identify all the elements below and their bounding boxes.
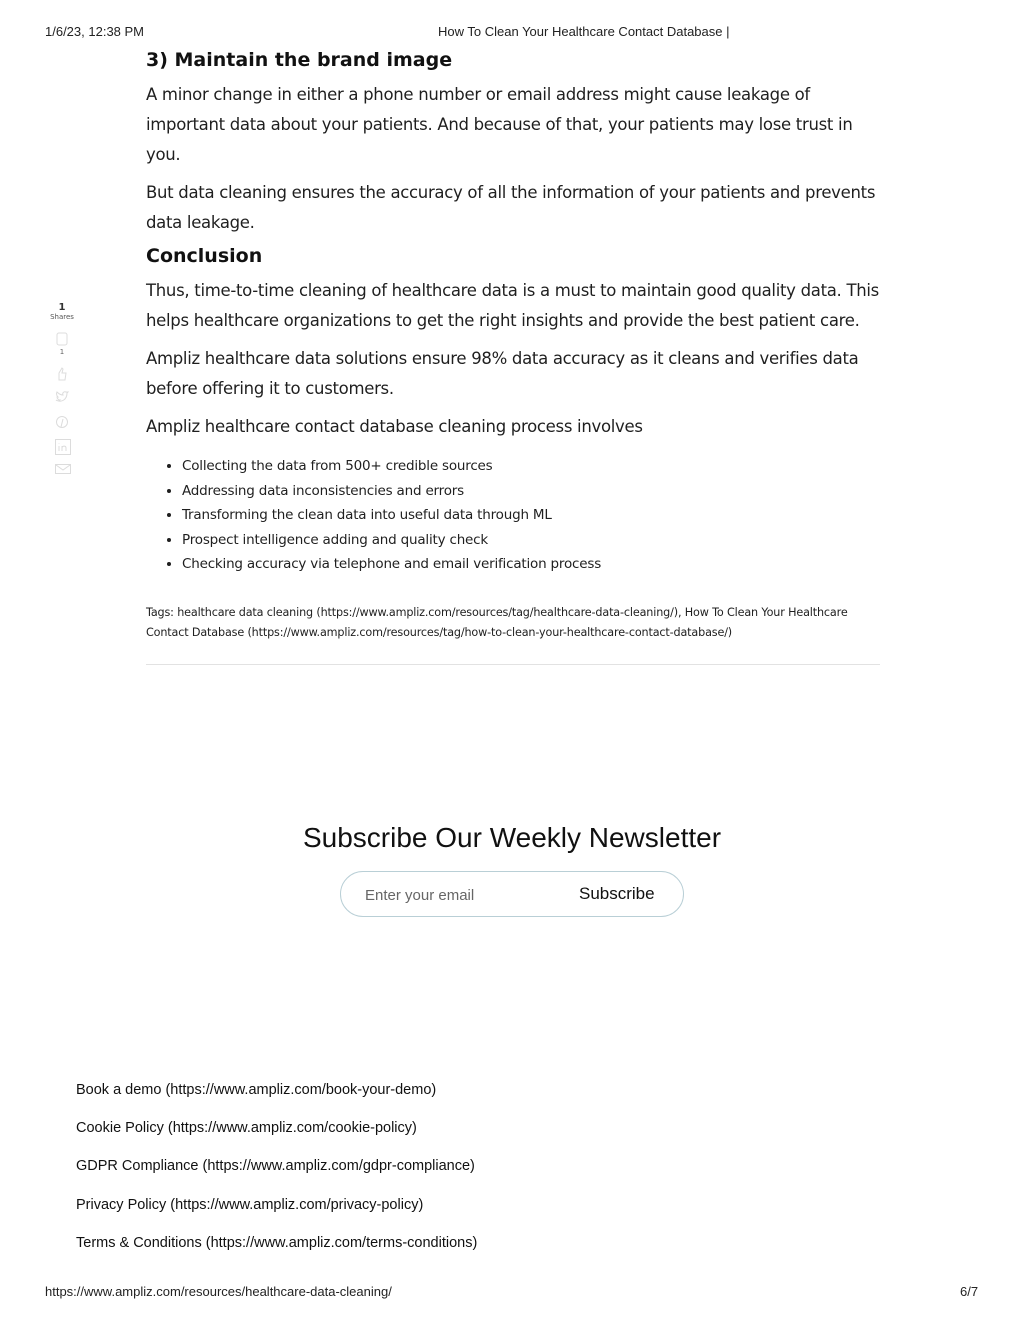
brand-paragraph-1: A minor change in either a phone number or email address might cause leakage of important data about your patients. And because of that, your patients may lose trust in you.: [146, 85, 853, 164]
list-item: • Checking accuracy via telephone and email verification process: [182, 552, 886, 577]
footer-link-terms[interactable]: Terms & Conditions (https://www.ampliz.com/terms-conditions): [76, 1234, 478, 1251]
email-input[interactable]: [363, 882, 567, 908]
page-number: 6/7: [960, 1284, 979, 1299]
tags: Tags: healthcare data cleaning (https://www.ampliz.com/resources/tag/healthcare-data-cleaning/), How To Clean Your Healthcare Contact Database (https://www.ampliz.com/resources/tag/how-to-clean-your-healthcare-contact-database/): [146, 605, 848, 639]
divider: [146, 664, 880, 665]
twitter-icon[interactable]: [55, 391, 69, 405]
list-item: • Addressing data inconsistencies and errors: [182, 479, 886, 504]
article-body: [146, 46, 886, 643]
footer-link-gdpr[interactable]: GDPR Compliance (https://www.ampliz.com/gdpr-compliance): [76, 1158, 475, 1175]
brand-paragraph-2: But data cleaning ensures the accuracy of all the information of your patients and prevents data leakage.: [146, 183, 876, 232]
like-icon[interactable]: [55, 367, 69, 381]
linkedin-icon[interactable]: [55, 439, 69, 453]
newsletter-title: Subscribe Our Weekly Newsletter: [302, 822, 722, 853]
facebook-icon[interactable]: [55, 332, 69, 346]
share-rail: [48, 302, 76, 477]
footer-link-cookie-policy[interactable]: Cookie Policy (https://www.ampliz.com/cookie-policy): [76, 1120, 417, 1137]
footer-link-book-demo[interactable]: Book a demo (https://www.ampliz.com/book-your-demo): [76, 1082, 437, 1098]
print-date: 1/6/23, 12:38 PM: [45, 24, 145, 39]
print-url: https://www.ampliz.com/resources/healthcare-data-cleaning/: [45, 1284, 392, 1299]
footer-link-privacy[interactable]: Privacy Policy (https://www.ampliz.com/privacy-policy): [76, 1196, 424, 1213]
footer-links: [76, 1080, 477, 1271]
share-label: Shares: [50, 313, 74, 321]
pinterest-icon[interactable]: [55, 415, 69, 429]
tag-link-healthcare-data-cleaning[interactable]: healthcare data cleaning (https://www.ampliz.com/resources/tag/healthcare-data-cleaning/): [177, 605, 678, 619]
tag-link-clean-contact-database[interactable]: How To Clean Your Healthcare Contact Database (https://www.ampliz.com/resources/tag/how-to-clean-your-healthcare-contact-database/): [146, 605, 848, 639]
heading-conclusion: Conclusion: [146, 245, 263, 267]
process-list: [146, 454, 886, 577]
list-item: • Transforming the clean data into useful data through ML: [182, 503, 886, 528]
subscribe-button[interactable]: Subscribe: [579, 880, 679, 908]
tags-label: Tags:: [146, 605, 174, 619]
email-icon[interactable]: [55, 463, 69, 477]
like-count: 1: [59, 348, 65, 356]
heading-brand-image: 3) Maintain the brand image: [146, 49, 453, 71]
print-page-title: How To Clean Your Healthcare Contact Database |: [438, 24, 730, 39]
conclusion-paragraph-3: Ampliz healthcare contact database cleaning process involves: [146, 417, 643, 436]
conclusion-paragraph-1: Thus, time-to-time cleaning of healthcare data is a must to maintain good quality data. This helps healthcare organizations to get the right insights and provide the best patient care.: [146, 281, 879, 330]
list-item: • Collecting the data from 500+ credible sources: [182, 454, 886, 479]
share-count: 1: [58, 302, 66, 313]
list-item: • Prospect intelligence adding and quality check: [182, 528, 886, 553]
conclusion-paragraph-2: Ampliz healthcare data solutions ensure 98% data accuracy as it cleans and verifies data before offering it to customers.: [146, 349, 859, 398]
subscribe-form: [340, 871, 684, 917]
